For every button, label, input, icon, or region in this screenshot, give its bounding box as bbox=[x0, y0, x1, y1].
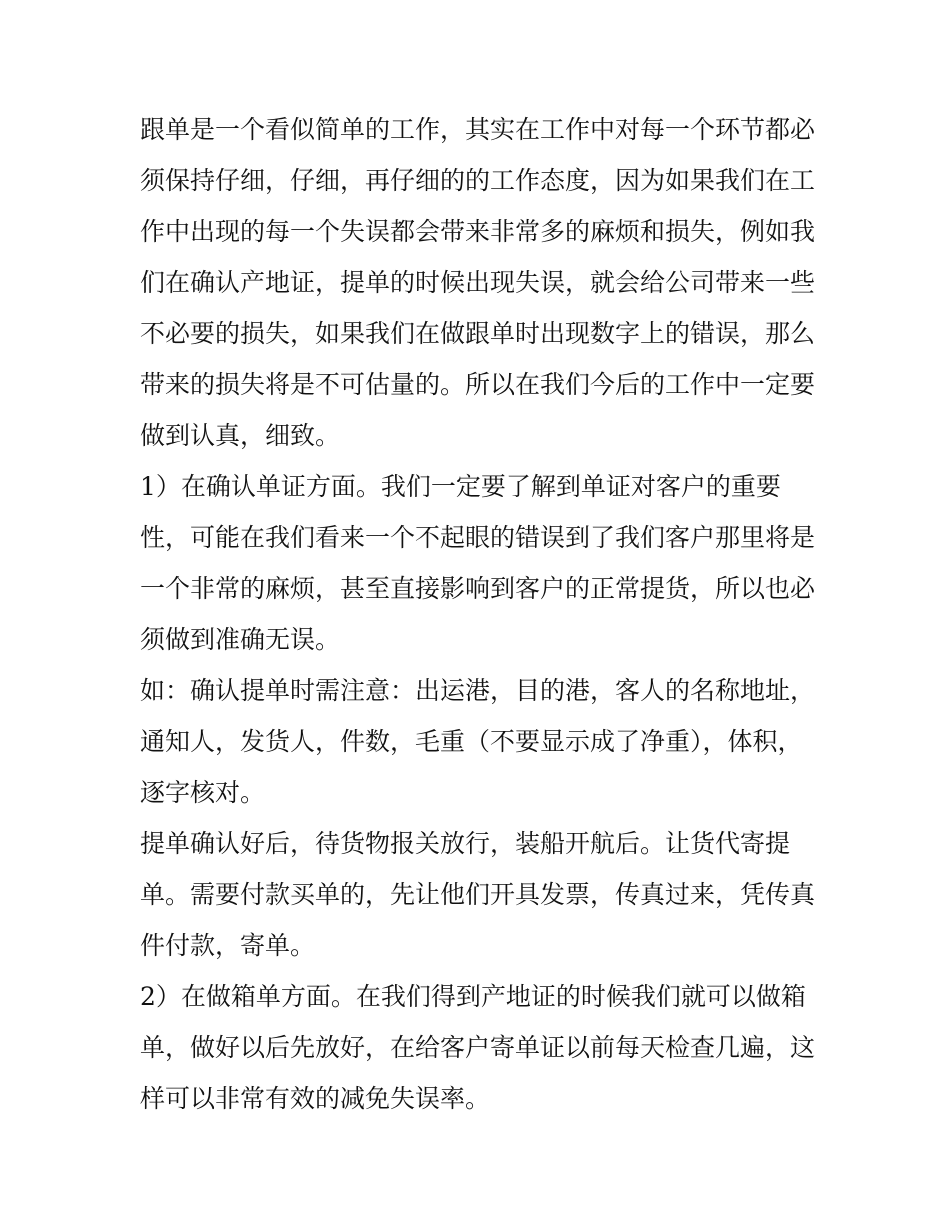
text-line: 样可以非常有效的减免失误率。 bbox=[140, 1084, 491, 1113]
paragraph-documents bbox=[140, 461, 830, 665]
text-line: 单，做好以后先放好，在给客户寄单证以前每天检查几遍，这 bbox=[140, 1033, 816, 1062]
text-line: 提单确认好后，待货物报关放行，装船开航后。让货代寄提 bbox=[140, 829, 791, 858]
text-line: 跟单是一个看似简单的工作，其实在工作中对每一个环节都必 bbox=[140, 115, 816, 144]
document-body bbox=[140, 104, 830, 1124]
text-line: 做到认真，细致。 bbox=[140, 421, 341, 450]
paragraph-bill-check bbox=[140, 665, 830, 818]
text-line: 1）在确认单证方面。我们一定要了解到单证对客户的重要 bbox=[140, 472, 781, 501]
paragraph-intro bbox=[140, 104, 830, 461]
text-line: 如：确认提单时需注意：出运港，目的港，客人的名称地址， bbox=[140, 676, 816, 705]
text-line: 须做到准确无误。 bbox=[140, 625, 341, 654]
text-line: 逐字核对。 bbox=[140, 778, 266, 807]
text-line: 须保持仔细，仔细，再仔细的的工作态度，因为如果我们在工 bbox=[140, 166, 816, 195]
text-line: 们在确认产地证，提单的时候出现失误，就会给公司带来一些 bbox=[140, 268, 816, 297]
text-line: 作中出现的每一个失误都会带来非常多的麻烦和损失，例如我 bbox=[140, 217, 816, 246]
text-line: 2）在做箱单方面。在我们得到产地证的时候我们就可以做箱 bbox=[140, 982, 806, 1011]
text-line: 带来的损失将是不可估量的。所以在我们今后的工作中一定要 bbox=[140, 370, 816, 399]
text-line: 性，可能在我们看来一个不起眼的错误到了我们客户那里将是 bbox=[140, 523, 816, 552]
text-line: 单。需要付款买单的，先让他们开具发票，传真过来，凭传真 bbox=[140, 880, 816, 909]
text-line: 不必要的损失，如果我们在做跟单时出现数字上的错误，那么 bbox=[140, 319, 816, 348]
text-line: 一个非常的麻烦，甚至直接影响到客户的正常提货，所以也必 bbox=[140, 574, 816, 603]
paragraph-bill-process bbox=[140, 818, 830, 971]
paragraph-packing-list bbox=[140, 971, 830, 1124]
text-line: 通知人，发货人，件数，毛重（不要显示成了净重），体积， bbox=[140, 727, 803, 756]
text-line: 件付款，寄单。 bbox=[140, 931, 316, 960]
